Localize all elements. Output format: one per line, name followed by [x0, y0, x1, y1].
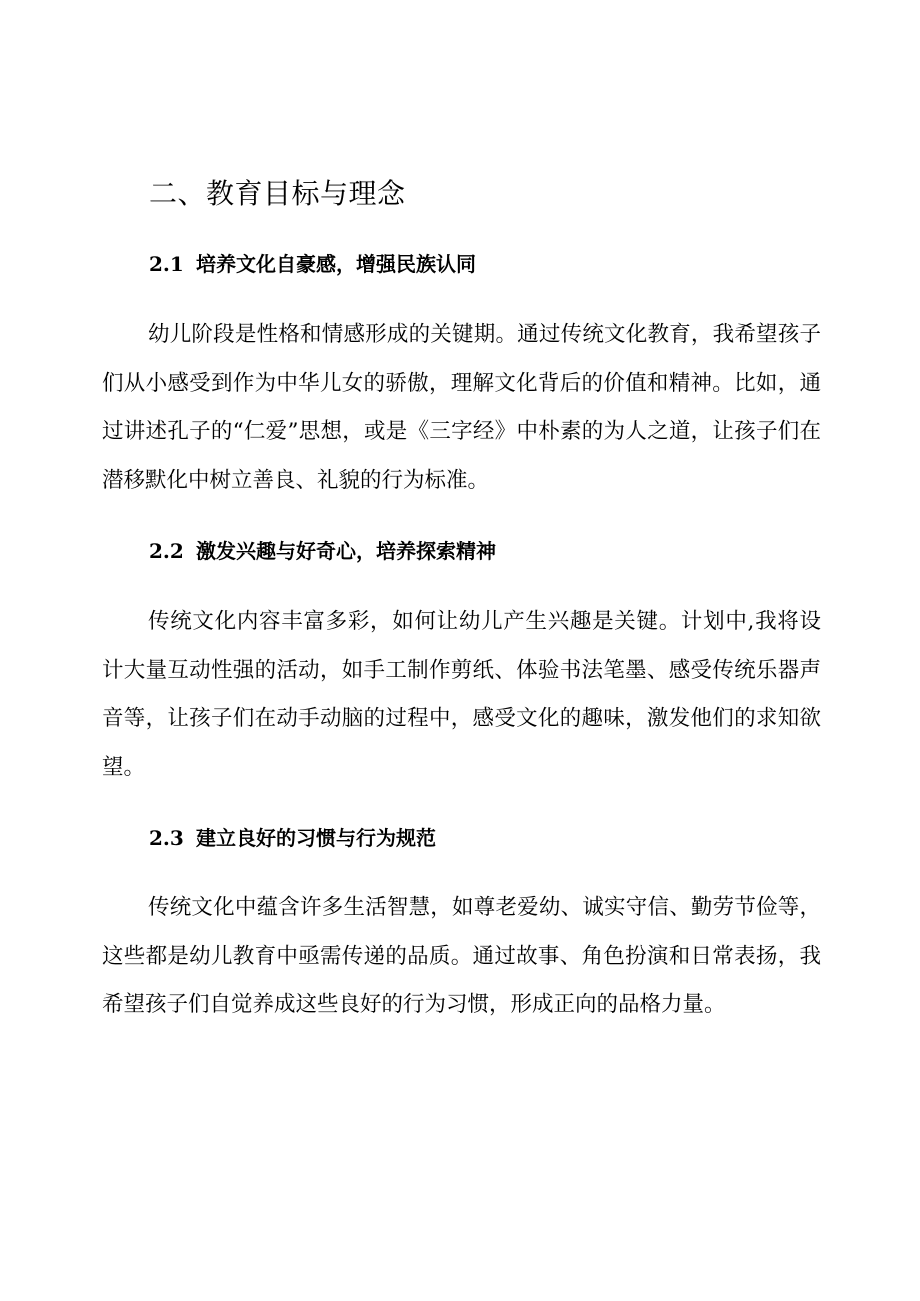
subsection-title: 激发兴趣与好奇心，培养探索精神	[196, 539, 496, 563]
paragraph-2-2: 传统文化内容丰富多彩，如何让幼儿产生兴趣是关键。计划中,我将设计大量互动性强的活动，如手工制作剪纸、体验书法笔墨、感受传统乐器声音等，让孩子们在动手动脑的过程中，感受文化的趣味，激发他们的求知欲望。	[102, 609, 821, 780]
paragraph-2-3: 传统文化中蕴含许多生活智慧，如尊老爱幼、诚实守信、勤劳节俭等，这些都是幼儿教育中亟需传递的品质。通过故事、角色扮演和日常表扬，我希望孩子们自觉养成这些良好的行为习惯，形成正向的品格力量。	[102, 895, 821, 1017]
subsection-heading-2-3	[149, 822, 436, 854]
subsection-number: 2.2	[149, 539, 184, 563]
subsection-title: 培养文化自豪感，增强民族认同	[196, 252, 476, 276]
paragraph-2-1: 幼儿阶段是性格和情感形成的关键期。通过传统文化教育，我希望孩子们从小感受到作为中华儿女的骄傲，理解文化背后的价值和精神。比如，通过讲述孔子的“仁爱”思想，或是《三字经》中朴素的为人之道，让孩子们在潜移默化中树立善良、礼貌的行为标准。	[102, 322, 821, 493]
subsection-heading-2-1	[149, 248, 476, 280]
subsection-number: 2.1	[149, 252, 184, 276]
subsection-number: 2.3	[149, 826, 184, 850]
subsection-title: 建立良好的习惯与行为规范	[196, 826, 436, 850]
section-heading: 二、教育目标与理念	[149, 177, 406, 210]
subsection-heading-2-2	[149, 535, 496, 567]
